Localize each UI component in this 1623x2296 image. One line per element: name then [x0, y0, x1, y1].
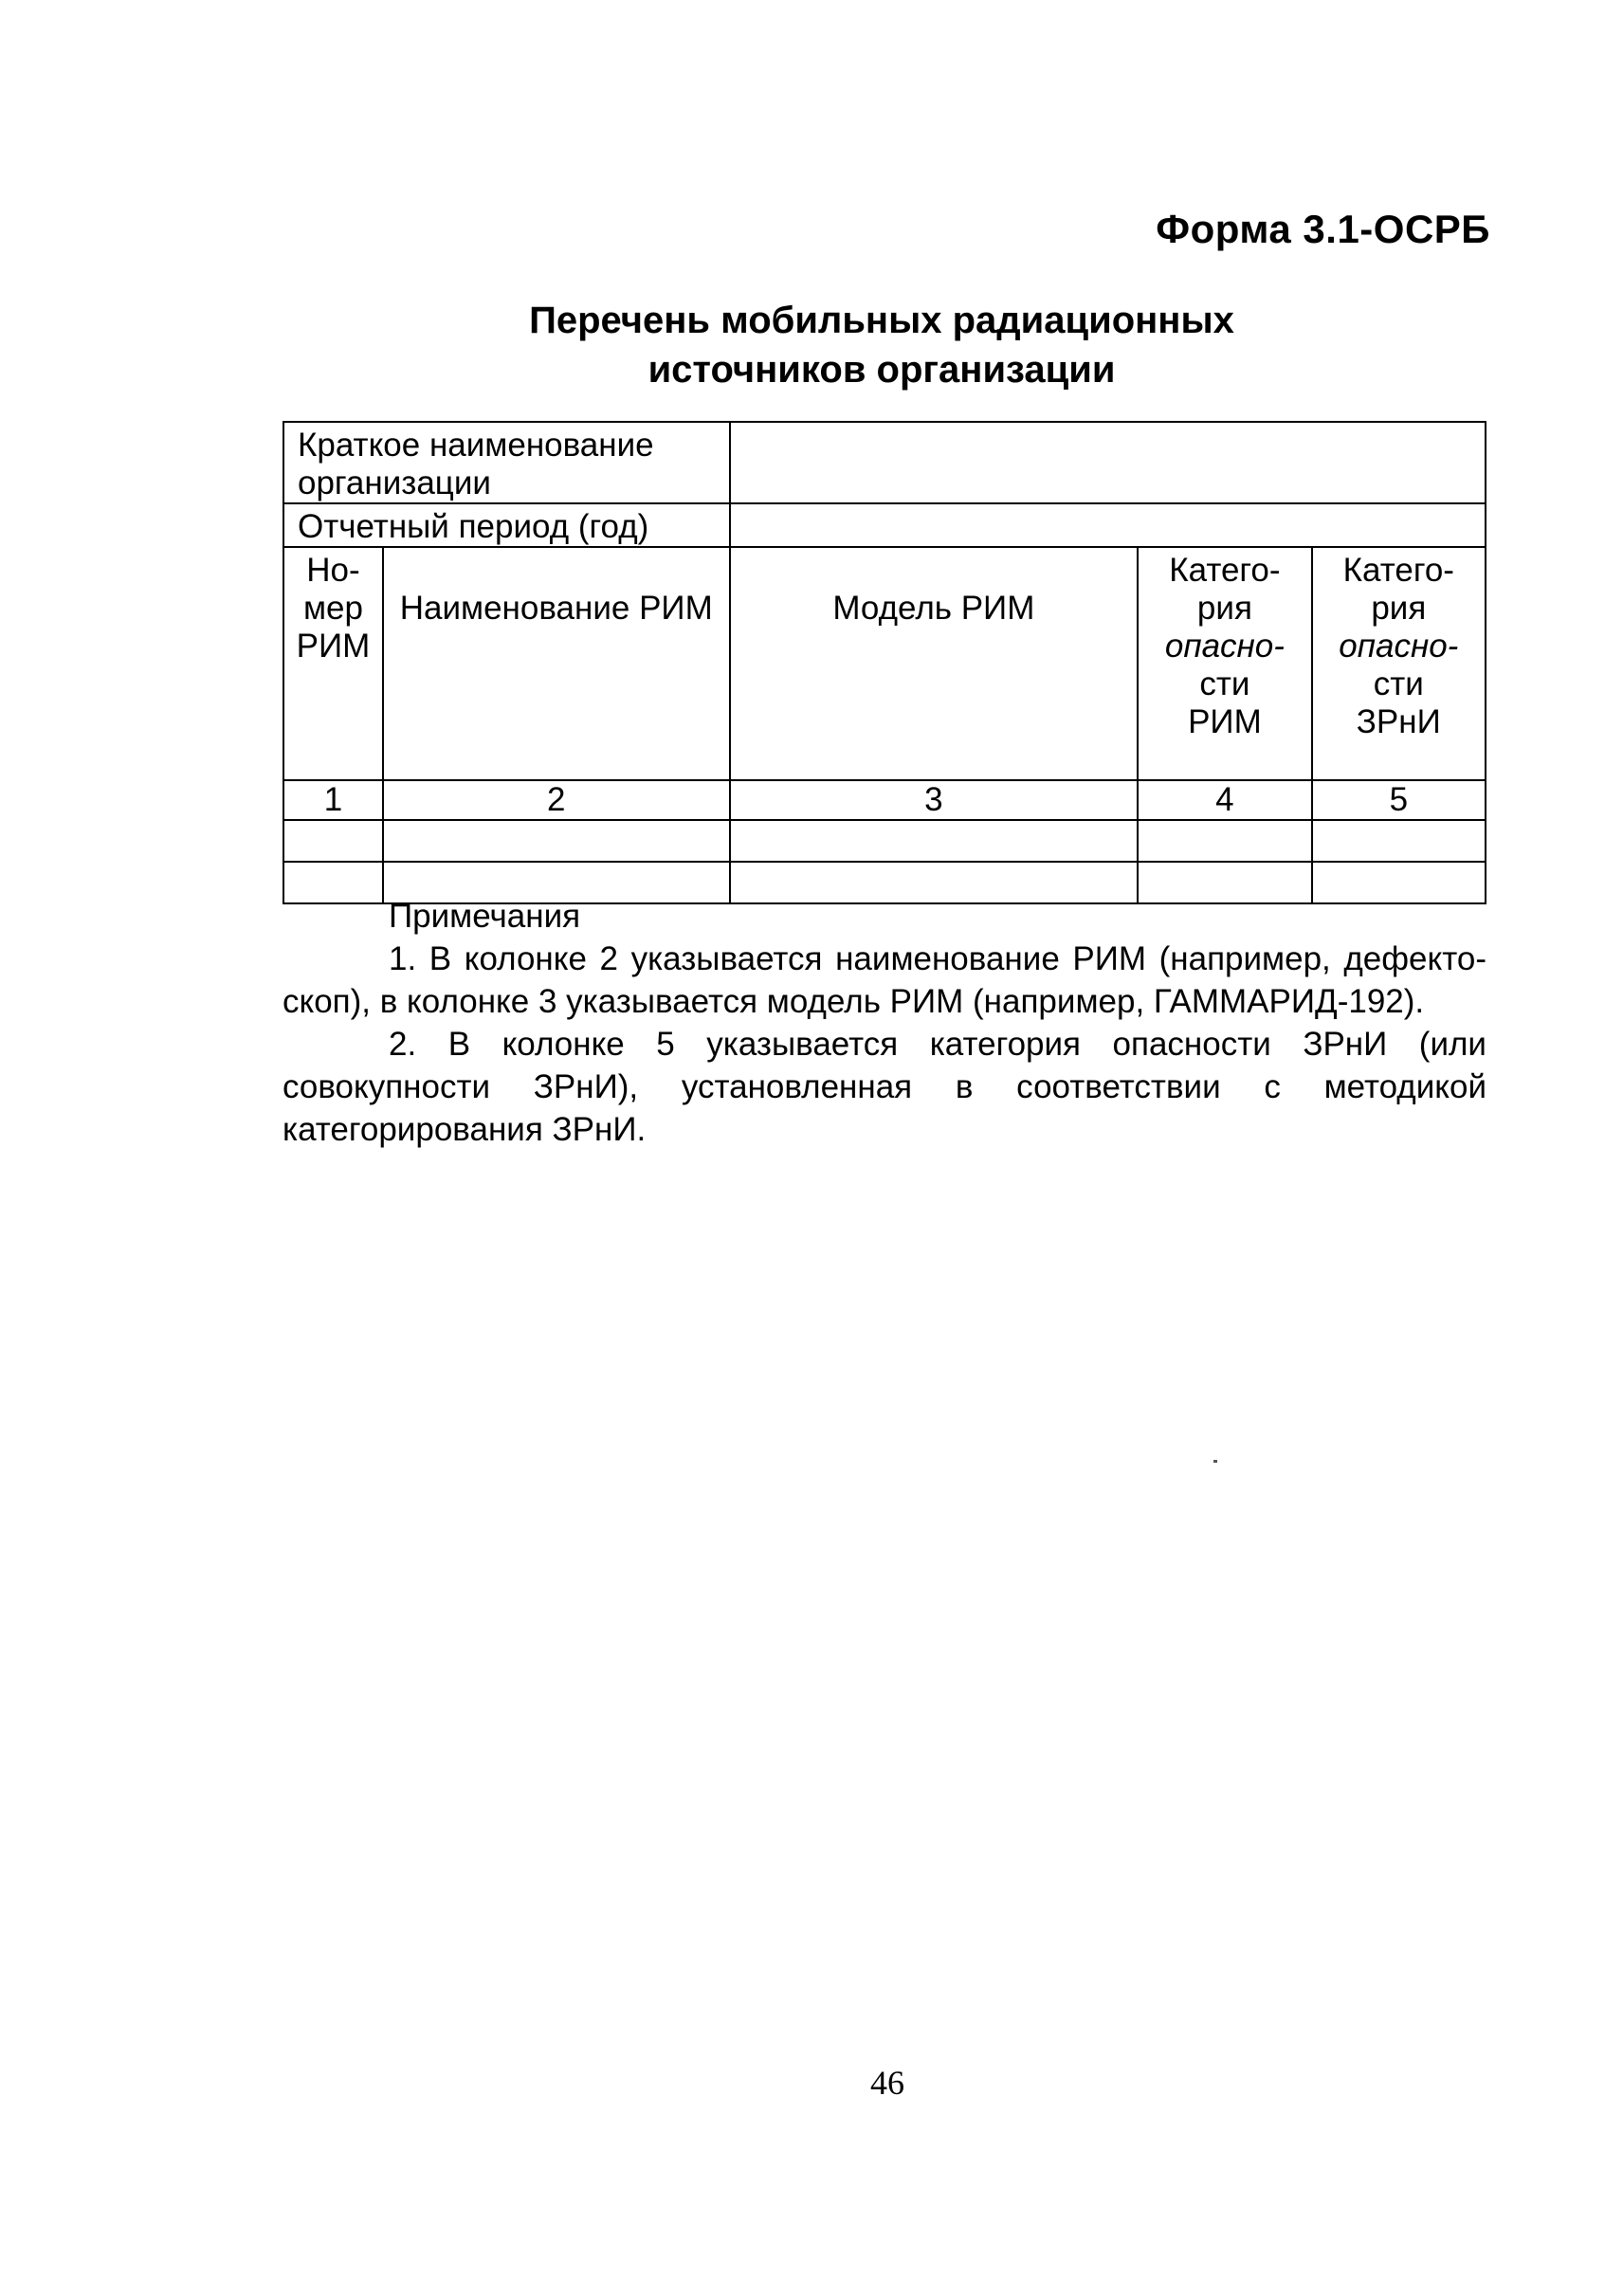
- col-header-number: [283, 547, 383, 780]
- header-line: рия: [1196, 590, 1252, 627]
- scan-speck: [1213, 1460, 1217, 1463]
- period-label-cell: Отчетный период (год): [283, 503, 730, 547]
- header-line: опасно-: [1164, 628, 1285, 665]
- header-line: Но-: [306, 552, 360, 589]
- col-header-zrni-category: [1312, 547, 1486, 780]
- note-1: 1. В колонке 2 указывается наименование РИМ (например, дефекто-скоп), в колонке 3 указывается модель РИМ (например, ГАММАРИД-192).: [283, 940, 1486, 1020]
- table-cell[interactable]: [730, 820, 1139, 862]
- document-title: [398, 296, 1365, 394]
- header-line: мер: [302, 590, 363, 627]
- table-cell[interactable]: [1312, 820, 1486, 862]
- table-cell[interactable]: [383, 820, 730, 862]
- header-line: Катего-: [1342, 552, 1454, 589]
- column-number: 2: [383, 780, 730, 820]
- title-line-2: источников организации: [647, 349, 1116, 391]
- period-row: [283, 503, 1486, 547]
- column-number: 3: [730, 780, 1139, 820]
- org-label-line2: организации: [298, 465, 491, 501]
- org-label-cell: [283, 422, 730, 503]
- header-line: РИМ: [1188, 703, 1262, 740]
- column-header-row: [283, 547, 1486, 780]
- header-line: ЗРнИ: [1356, 703, 1441, 740]
- header-line: Наименование РИМ: [399, 590, 713, 627]
- header-line: Катего-: [1169, 552, 1281, 589]
- header-line: опасно-: [1339, 628, 1459, 665]
- column-number: 5: [1312, 780, 1486, 820]
- table-row: [283, 820, 1486, 862]
- org-value-cell[interactable]: [730, 422, 1486, 503]
- col-header-model: [730, 547, 1139, 780]
- header-line: сти: [1373, 665, 1424, 702]
- col-header-rim-category: [1138, 547, 1311, 780]
- table-cell[interactable]: [1138, 820, 1311, 862]
- page-number: 46: [870, 2064, 904, 2102]
- rim-table: [283, 421, 1486, 904]
- header-line: сти: [1199, 665, 1250, 702]
- org-label-line1: Краткое наименование: [298, 427, 654, 464]
- header-line: РИМ: [296, 628, 371, 665]
- org-row: [283, 422, 1486, 503]
- notes-heading: Примечания: [389, 898, 581, 935]
- col-header-name: [383, 547, 730, 780]
- table-cell[interactable]: [283, 820, 383, 862]
- header-line: рия: [1371, 590, 1427, 627]
- form-label: Форма 3.1-ОСРБ: [1156, 207, 1490, 251]
- period-value-cell[interactable]: [730, 503, 1486, 547]
- column-number: 1: [283, 780, 383, 820]
- column-number: 4: [1138, 780, 1311, 820]
- header-line: Модель РИМ: [832, 590, 1035, 627]
- note-2: 2. В колонке 5 указывается категория опасности ЗРнИ (или совокупности ЗРнИ), установленная в соответствии с методикой категорирования ЗРнИ.: [283, 1026, 1486, 1148]
- column-number-row: [283, 780, 1486, 820]
- notes-section: [283, 895, 1486, 1151]
- title-line-1: Перечень мобильных радиационных: [529, 300, 1234, 341]
